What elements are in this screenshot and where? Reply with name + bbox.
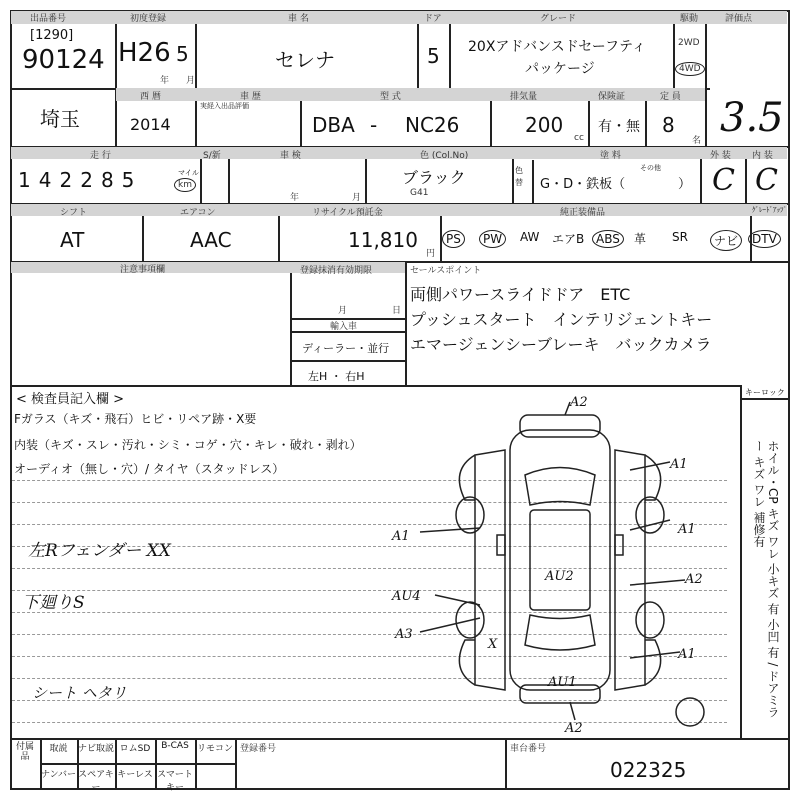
- left-rear-fender: [459, 640, 475, 685]
- damage-mark: A1: [670, 457, 688, 472]
- steering: 左H ・ 右H: [308, 370, 365, 383]
- paint-label: 塗 料: [600, 151, 621, 161]
- shift: AT: [60, 228, 85, 252]
- displacement-label: 排気量: [510, 92, 538, 102]
- mileage-alt: マイル: [178, 169, 199, 177]
- leader-line: [630, 652, 680, 658]
- inspector-line1: Fガラス（キズ・飛石）ヒビ・リペア跡・X要: [14, 412, 257, 426]
- damage-mark: A2: [685, 572, 703, 587]
- color-change-label: 色替: [515, 166, 523, 187]
- reg-month-unit: 月: [338, 306, 348, 316]
- equipment-item: ナビ: [710, 230, 742, 251]
- sales-label: セールスポイント: [410, 266, 482, 276]
- shift-label: シフト: [60, 208, 88, 218]
- grade-label: グレード: [540, 14, 577, 24]
- year-label: 西 暦: [140, 92, 161, 102]
- footer-item: スマートキー: [157, 770, 193, 793]
- leader-line: [570, 702, 575, 720]
- damage-mark: A1: [678, 647, 696, 662]
- lot-sub: [1290]: [30, 28, 74, 43]
- frame-number: 022325: [610, 758, 687, 782]
- displacement: 200: [525, 113, 564, 137]
- equipment-item: 革: [634, 232, 647, 246]
- capacity: 8: [662, 113, 675, 137]
- equip-label: 純正装備品: [560, 208, 606, 218]
- insp-year-unit: 年: [290, 193, 300, 203]
- footer-item: キーレス: [117, 770, 153, 780]
- ac-label: エアコン: [180, 208, 216, 218]
- footer-item: リモコン: [196, 744, 233, 754]
- equipment-item: PW: [479, 230, 506, 248]
- hand-note: シート ヘタリ: [32, 684, 127, 702]
- inspector-title-text: 検査員記入欄: [31, 392, 110, 407]
- insp-month-unit: 月: [352, 193, 362, 203]
- wheel-rear-right: [636, 602, 664, 638]
- yen-unit: 円: [426, 249, 436, 259]
- interior-label: 内 装: [752, 151, 773, 161]
- left-front-fender: [459, 455, 475, 500]
- rear-window: [525, 615, 595, 650]
- recycle-amount: 11,810: [348, 228, 418, 252]
- import-label: 輸入車: [330, 322, 358, 332]
- left-side-panel: [475, 450, 505, 690]
- drive-label: 駆動: [680, 14, 699, 24]
- lot-number: 90124: [22, 45, 105, 75]
- frame-label: 車台番号: [510, 744, 547, 754]
- right-side-panel: [615, 450, 645, 690]
- drive-4wd: 4WD: [675, 62, 705, 76]
- equipment-item: DTV: [748, 230, 781, 248]
- sales-points: [410, 282, 712, 357]
- reg-num-label: 登録番号: [240, 744, 277, 754]
- insurance: 有・無: [598, 119, 640, 135]
- chassis-note: 実経入出品評価: [200, 102, 249, 110]
- hand-note: 下廻りS: [22, 593, 85, 613]
- mileage-label: 走 行: [90, 151, 111, 161]
- model-prefix: DBA: [312, 113, 355, 137]
- mileage-digit: 4: [38, 168, 60, 192]
- inspector-title: < 検査員記入欄 >: [16, 392, 125, 407]
- first-reg-label: 初度登録: [130, 14, 167, 24]
- chassis-label: 車 歴: [240, 92, 261, 102]
- paint-close: ）: [678, 177, 692, 192]
- leader-line: [435, 595, 480, 605]
- car-name-label: 車 名: [288, 14, 309, 24]
- model-code: NC26: [405, 113, 460, 137]
- color-label: 色 (Col.No): [420, 151, 469, 161]
- hand-note: 左Rフェンダー XX: [28, 541, 171, 561]
- footer-side-label: 付属品: [15, 742, 34, 762]
- equipment-item: エアB: [552, 232, 585, 246]
- grade-line2: パッケージ: [525, 61, 595, 77]
- prefecture: 埼玉: [40, 107, 80, 131]
- era: H26: [118, 38, 171, 68]
- recycle-label: リサイクル預託金: [312, 208, 383, 218]
- caution-label: 注意事項欄: [120, 265, 166, 275]
- exterior-label: 外 装: [710, 151, 731, 161]
- legend-text: ホイル・CP キズ ワレ 小キズ 有 小凹 有 / ドアミラー キズ ワレ 補修有: [752, 440, 780, 719]
- inspector-line2: 内装（キズ・スレ・汚れ・シミ・コゲ・穴・キレ・破れ・剥れ）: [14, 438, 362, 452]
- footer-item: B-CAS: [161, 741, 189, 751]
- tuner-label: ｸﾞﾚｰﾄﾞｱｯﾌﾟ: [752, 206, 787, 214]
- mileage-digit: 2: [80, 168, 101, 192]
- reg-month: 5: [176, 42, 189, 66]
- mileage-digit: 8: [100, 168, 122, 192]
- mileage-unit: km: [174, 178, 196, 192]
- equipment-item: SR: [672, 230, 688, 244]
- damage-mark: A1: [678, 522, 696, 537]
- month-unit: 月: [186, 76, 196, 86]
- mileage-digit: 5: [121, 168, 143, 192]
- footer-item: スペアキー: [78, 770, 114, 793]
- right-front-fender: [645, 455, 661, 500]
- doors: 5: [427, 44, 440, 68]
- capacity-unit: 名: [692, 136, 702, 146]
- color-code: G41: [410, 188, 429, 198]
- footer-item: ロムSD: [119, 744, 151, 754]
- ac: AAC: [190, 228, 232, 252]
- mirror-right: [615, 535, 623, 555]
- leader-line: [630, 520, 670, 530]
- color: ブラック: [402, 168, 466, 187]
- damage-mark: A3: [395, 627, 413, 642]
- leader-line: [630, 462, 670, 470]
- damage-mark: A1: [392, 529, 410, 544]
- sales-point: 両側パワースライドドア ETC: [410, 285, 631, 304]
- leader-line: [630, 580, 685, 585]
- interior: C: [755, 163, 778, 198]
- key-label: キーロック: [745, 388, 785, 397]
- doors-label: ドア: [424, 14, 442, 24]
- damage-mark: AU2: [545, 569, 574, 584]
- paint-other: その他: [640, 164, 661, 172]
- damage-mark: A2: [570, 395, 588, 410]
- exterior: C: [712, 163, 735, 198]
- damage-mark: A2: [565, 721, 583, 735]
- year-unit: 年: [160, 76, 170, 86]
- footer-item: 取説: [49, 744, 68, 754]
- year: 2014: [130, 115, 171, 134]
- right-rear-fender: [645, 640, 661, 685]
- equipment-item: PS: [442, 230, 465, 248]
- leader-line: [420, 618, 480, 632]
- reg-day-unit: 日: [392, 306, 402, 316]
- insurance-label: 保険証: [598, 92, 626, 102]
- car-body-outline: [510, 430, 610, 690]
- capacity-label: 定 員: [660, 92, 681, 102]
- damage-mark: X: [488, 637, 498, 652]
- mirror-left: [497, 535, 505, 555]
- score: 3.5: [720, 95, 784, 141]
- paint-options: G・D・鉄板（: [540, 177, 626, 192]
- sales-point: プッシュスタート インテリジェントキー: [410, 310, 713, 329]
- inspection-label: 車 検: [280, 151, 301, 161]
- cc-unit: cc: [574, 133, 584, 143]
- car-diagram: [380, 390, 740, 735]
- leader-line: [420, 528, 480, 532]
- mileage-digit: 1: [18, 168, 39, 192]
- import-type: ディーラー・並行: [302, 342, 390, 355]
- mileage-digit: 2: [59, 168, 81, 192]
- model-label: 型 式: [380, 92, 401, 102]
- equipment-item: ABS: [592, 230, 624, 248]
- spare-tire: [676, 698, 704, 726]
- mileage-digits: [18, 168, 142, 192]
- equipment-list: [442, 228, 787, 254]
- footer-item: ナンバー: [41, 770, 76, 780]
- drive-2wd: 2WD: [678, 38, 700, 48]
- roof: [530, 510, 590, 610]
- car-name: セレナ: [275, 48, 335, 72]
- reg-expiry-label: 登録抹消有効期限: [300, 266, 373, 276]
- ex-label: S/新: [203, 151, 221, 161]
- damage-mark: AU4: [392, 589, 421, 604]
- damage-mark: AU1: [548, 675, 577, 690]
- windshield: [525, 468, 595, 506]
- inspector-line3: オーディオ（無し・穴）/ タイヤ（スタッドレス）: [14, 462, 285, 476]
- footer-item: ナビ取説: [77, 744, 114, 754]
- front-bumper: [520, 415, 600, 437]
- score-label: 評価点: [725, 14, 753, 24]
- lot-label: 出品番号: [30, 14, 67, 24]
- equipment-item: AW: [520, 230, 540, 244]
- grade-line1: 20Xアドバンスドセーフティ: [468, 39, 646, 55]
- sales-point: エマージェンシーブレーキ バックカメラ: [410, 335, 712, 354]
- model-dash: -: [370, 113, 378, 137]
